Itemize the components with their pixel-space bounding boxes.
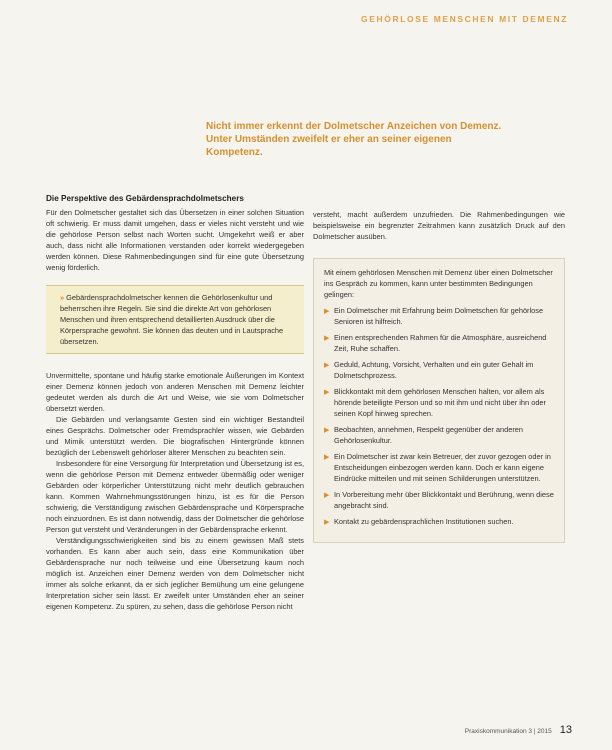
paragraph-5: Verständigungsschwierigkeiten sind bis zu einem gewissen Maß stets vorhanden. Es kann aber auch sein, dass eine Kommunikation über Gebärdensprache nur noch teilweise und eine Übersetzung kaum noch möglich ist. Anzeichen einer Demenz werden von dem Dolmetscher nicht immer als solche erkannt, da er sich jeglicher Bemühung um eine gelungene Interpretation sicher sein lässt. Er zweifelt unter Umständen eher an seiner eigenen Kompetenz. Zu spüren, zu sehen, dass die gehörlose Person nicht bbox=[46, 536, 304, 611]
left-column bbox=[46, 194, 304, 612]
callout-box bbox=[46, 285, 304, 354]
list-item bbox=[324, 451, 554, 484]
paragraph-3: Die Gebärden und verlangsamte Gesten sind ein wichtiger Bestandteil eines Gesprächs. Dolmetscher oder Fremdsprachler wissen, wie Gebärden und Mimik unterstützt werden. Die biografischen Hintergründe können bezüglich der Lebenswelt gehörloser älterer Menschen zu beachten sein. bbox=[46, 415, 304, 457]
footer bbox=[465, 724, 572, 736]
bullet-icon: ▶ bbox=[324, 389, 330, 396]
list-item-text: Blickkontakt mit dem gehörlosen Menschen halten, vor allem als hörende beteiligte Person und so mit ihm und nicht über ihn oder seinen Kopf hinweg sprechen. bbox=[334, 387, 546, 418]
tips-box bbox=[313, 258, 565, 543]
paragraph-4: Insbesondere für eine Versorgung für Interpretation und Übersetzung ist es, wenn die gehörlose Person mit Demenz entweder übermäßig oder weniger Gebärden oder körperlicher Unterstützung nicht mehr deutlich gebrauchen kann. Kommen Wahrnehmungsstörungen hinzu, ist es für die Person schwierig, die Verständigung zwischen Gebärdensprache und Körpersprache noch einzuordnen. Es ist dann notwendig, dass der Dolmetscher die gehörlose Person gut versteht und Veränderungen in der Gebärdensprache erkennt. bbox=[46, 459, 304, 534]
list-item bbox=[324, 516, 554, 527]
list-item-text: Einen entsprechenden Rahmen für die Atmosphäre, ausreichend Zeit, Ruhe schaffen. bbox=[334, 333, 547, 353]
list-item-text: In Vorbereitung mehr über Blickkontakt und Berührung, wenn diese angebracht sind. bbox=[334, 490, 554, 510]
section-label: GEHÖRLOSE MENSCHEN MIT DEMENZ bbox=[361, 14, 568, 24]
arrow-icon: » bbox=[60, 293, 65, 302]
list-item-text: Kontakt zu gebärdensprachlichen Institutionen suchen. bbox=[334, 517, 514, 526]
list-item-text: Geduld, Achtung, Vorsicht, Verhalten und ein guter Gehalt im Dolmetschprozess. bbox=[334, 360, 534, 380]
list-item-text: Ein Dolmetscher ist zwar kein Betreuer, der zuvor gezogen oder in Entscheidungen einbezogen werden kann. Doch er kann eigene Eindrücke mitteilen und mit seinen Schilderungen unterstützen. bbox=[334, 452, 551, 483]
paragraph-2: Unvermittelte, spontane und häufig starke emotionale Äußerungen im Kontext einer Demenz können jedoch von anderen Menschen mit Demenz leichter gedeutet werden als durch die Art und Weise, wie sie vom Dolmetscher übersetzt werden. bbox=[46, 371, 304, 413]
list-item bbox=[324, 489, 554, 511]
list-item bbox=[324, 424, 554, 446]
list-item bbox=[324, 305, 554, 327]
paragraph-continued: versteht, macht außerdem unzufrieden. Die Rahmenbedingungen wie beispielsweise ein begrenzter Zeitrahmen kann zusätzlich Druck auf den Dolmetscher ausüben. bbox=[313, 210, 565, 241]
list-item-text: Beobachten, annehmen, Respekt gegenüber der anderen Gehörlosenkultur. bbox=[334, 425, 524, 445]
list-item-text: Ein Dolmetscher mit Erfahrung beim Dolmetschen für gehörlose Senioren ist hilfreich. bbox=[334, 306, 544, 326]
bullet-icon: ▶ bbox=[324, 308, 330, 315]
magazine-name: Praxiskommunikation 3 | 2015 bbox=[464, 728, 552, 735]
right-column bbox=[313, 209, 565, 543]
bullet-icon: ▶ bbox=[324, 519, 330, 526]
bullet-icon: ▶ bbox=[324, 335, 330, 342]
paragraph-1: Für den Dolmetscher gestaltet sich das Übersetzen in einer solchen Situation oft schwierig. Er muss damit umgehen, dass er vieles nicht versteht und wie die gehörlose Person selbst nach Worten sucht. Umgekehrt weiß er aber auch, dass nicht alle Informationen verstanden oder korrekt wiedergegeben werden können. Diese Rahmenbedingungen sind für eine gute Übersetzung wenig förderlich. bbox=[46, 208, 304, 272]
bullet-icon: ▶ bbox=[324, 427, 330, 434]
bullet-icon: ▶ bbox=[324, 492, 330, 499]
bullet-icon: ▶ bbox=[324, 454, 330, 461]
list-item bbox=[324, 359, 554, 381]
section-heading: Die Perspektive des Gebärdensprachdolmetschers bbox=[46, 194, 244, 203]
tips-list bbox=[324, 305, 554, 527]
pull-quote: Nicht immer erkennt der Dolmetscher Anzeichen von Demenz. Unter Umständen zweifelt er eher an seiner eigenen Kompetenz. bbox=[206, 121, 502, 158]
callout-text bbox=[60, 292, 292, 347]
bullet-icon: ▶ bbox=[324, 362, 330, 369]
list-item bbox=[324, 332, 554, 354]
page-number: 13 bbox=[559, 724, 572, 736]
list-item bbox=[324, 386, 554, 419]
callout-body: Gebärdensprachdolmetscher kennen die Gehörlosenkultur und beherrschen ihre Regeln. Sie sind die direkte Art von gehörlosen Menschen und ihren entsprechend detaillierten Ausdruck über die Körpersprache gewohnt. Sie können das deuten und in Lautsprache übersetzen. bbox=[60, 293, 284, 346]
tips-intro: Mit einem gehörlosen Menschen mit Demenz über einen Dolmetscher ins Gespräch zu kommen, kann unter bestimmten Bedingungen gelingen: bbox=[324, 268, 553, 299]
